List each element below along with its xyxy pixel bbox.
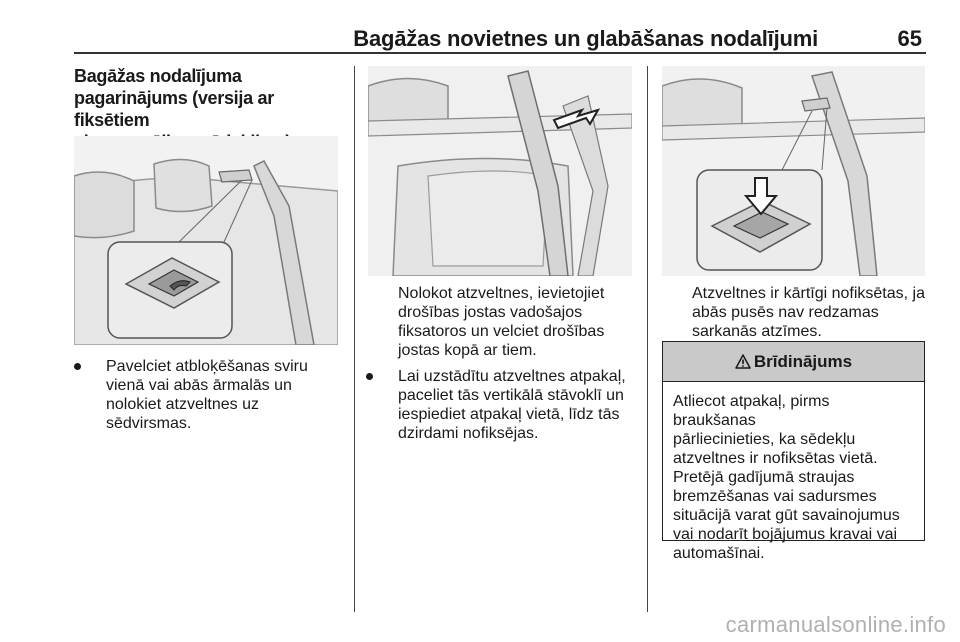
text-line: automašīnai.: [673, 545, 765, 562]
heading-line: Bagāžas nodalījuma: [74, 66, 242, 86]
text-line: jostas kopā ar tiem.: [398, 342, 537, 359]
figure-seatbelt-guide: [368, 66, 632, 276]
latch-indicator-illustration: [662, 66, 925, 276]
text-line: vai nodarīt bojājumus kravai vai: [673, 526, 898, 543]
text-line: Pavelciet atbloķēšanas sviru: [106, 358, 308, 375]
text-line: Lai uzstādītu atzveltnes atpakaļ,: [398, 368, 626, 385]
figure-latch-indicator: [662, 66, 925, 276]
paragraph-seatbelt-guide: [398, 284, 638, 360]
seat-release-lever-illustration: [74, 136, 338, 345]
paragraph-latch-indicator: [692, 284, 926, 341]
bullet-item-release: [74, 357, 344, 433]
bullet-dot: [366, 373, 373, 380]
text-line: iespiediet atpakaļ vietā, līdz tās: [398, 406, 620, 423]
text-line: Atliecot atpakaļ, pirms braukšanas: [673, 393, 830, 429]
text-line: fiksatoros un velciet drošības: [398, 323, 605, 340]
text-line: dzirdami nofiksējas.: [398, 425, 539, 442]
column-divider-1: [354, 66, 355, 612]
text-line: nolokiet atzveltnes uz: [106, 396, 259, 413]
text-line: sēdvirsmas.: [106, 415, 192, 432]
page-number: 65: [897, 26, 922, 51]
text-line: Atzveltnes ir kārtīgi nofiksētas, ja: [692, 285, 925, 302]
watermark: carmanualsonline.info: [725, 612, 946, 637]
bullet-text: [398, 367, 626, 443]
text-line: sarkanās atzīmes.: [692, 323, 822, 340]
text-line: pārliecinieties, ka sēdekļu: [673, 431, 856, 448]
warning-title: Brīdinājums: [753, 351, 853, 371]
header-divider: [74, 52, 926, 54]
text-line: bremzēšanas vai sadursmes: [673, 488, 877, 505]
column-divider-2: [647, 66, 648, 612]
text-line: situācijā varat gūt savainojumus: [673, 507, 900, 524]
bullet-dot: [74, 363, 81, 370]
text-line: paceliet tās vertikālā stāvoklī un: [398, 387, 624, 404]
warning-triangle-icon: [735, 354, 751, 369]
heading-line: pagarinājums (versija ar fiksētiem: [74, 88, 274, 130]
text-line: vienā vai abās ārmalās un: [106, 377, 292, 394]
text-line: abās pusēs nav redzamas: [692, 304, 879, 321]
header-title: Bagāžas novietnes un glabāšanas nodalījumi: [353, 26, 818, 51]
warning-box: [662, 341, 925, 562]
figure-release-lever: [74, 136, 338, 345]
text-line: drošības jostas vadošajos: [398, 304, 583, 321]
warning-body: [663, 382, 924, 563]
seatbelt-guide-illustration: [368, 66, 632, 276]
bullet-item-reinstall: [366, 367, 646, 443]
bullet-text: [106, 357, 308, 433]
text-line: Nolokot atzveltnes, ievietojiet: [398, 285, 605, 302]
warning-header: [663, 342, 924, 382]
page-header: [74, 24, 926, 54]
text-line: atzveltnes ir nofiksētas vietā.: [673, 450, 878, 467]
text-line: Pretējā gadījumā straujas: [673, 469, 855, 486]
